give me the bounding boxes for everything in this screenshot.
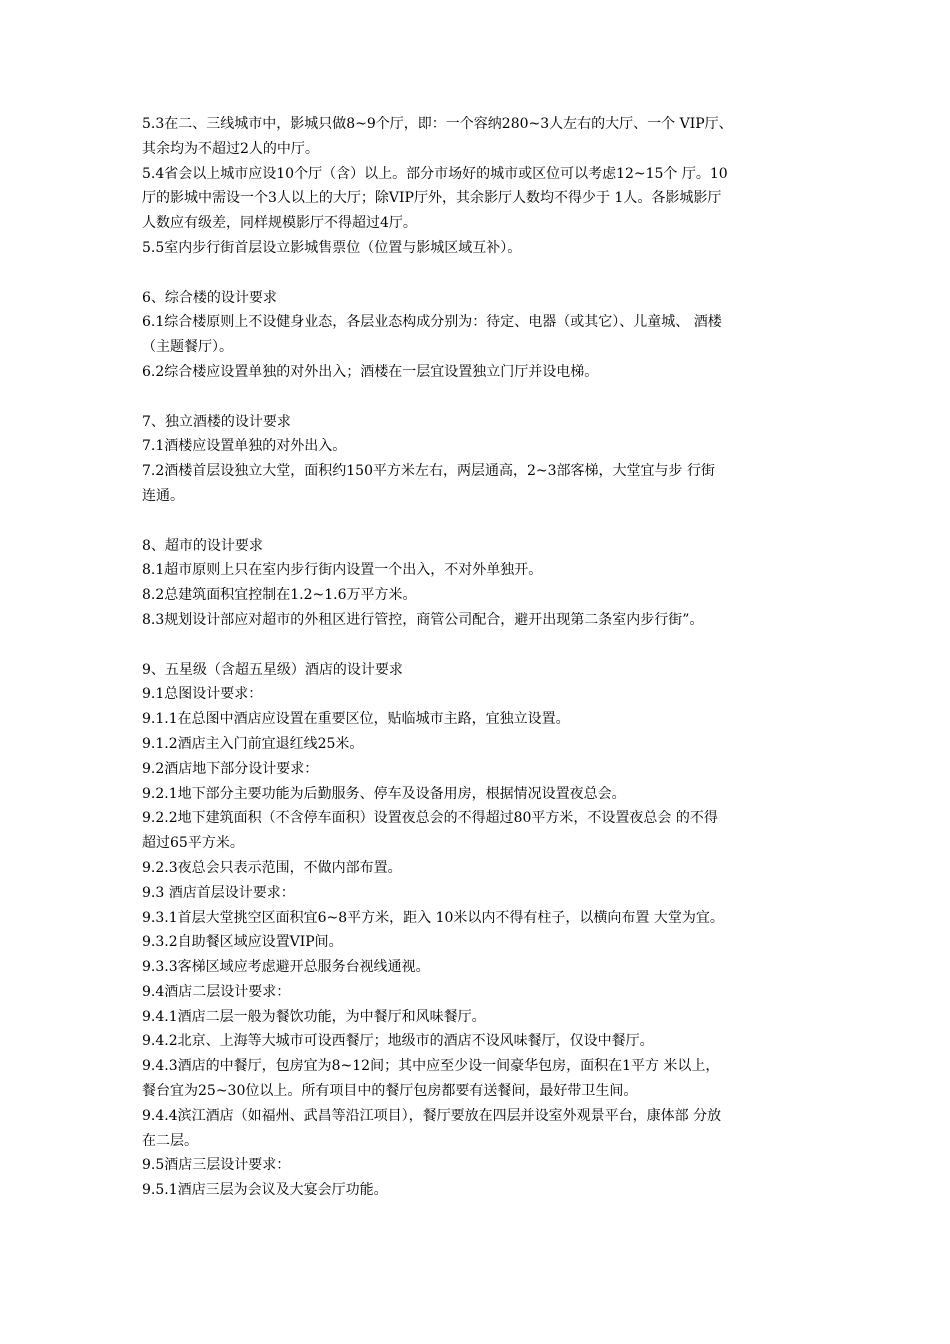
text-line: 9.2.2地下建筑面积（不含停车面积）设置夜总会的不得超过80平方米，不设置夜总会 的不得: [142, 810, 718, 827]
text-line: 9.1.1在总图中酒店应设置在重要区位，贴临城市主路，宜独立设置。: [142, 711, 570, 728]
text-line: 6.2综合楼应设置单独的对外出入；酒楼在一层宜设置独立门厅并设电梯。: [142, 363, 599, 380]
text-line: 5.4省会以上城市应设10个厅（含）以上。部分市场好的城市或区位可以考虑12~15个 厅。10: [142, 165, 728, 182]
text-line: 9.3.1首层大堂挑空区面积宜6~8平方米，距入 10米以内不得有柱子，以横向布置 大堂为宜。: [142, 909, 724, 926]
text-line: 9.4.4滨江酒店（如福州、武昌等沿江项目），餐厅要放在四层并设室外观景平台，康体部 分放: [142, 1107, 722, 1124]
text-line: 5.5室内步行街首层设立影城售票位（位置与影城区域互补）。: [142, 239, 522, 256]
text-line: 9.2酒店地下部分设计要求：: [142, 760, 319, 777]
text-line: 9.4.3酒店的中餐厅，包房宜为8~12间；其中应至少设一间豪华包房，面积在1平方 米以上，: [142, 1058, 720, 1075]
text-line: 厅的影城中需设一个3人以上的大厅；除VIP厅外，其余影厅人数均不得少于 1人。各影城影厅: [142, 190, 722, 207]
blank-line: [142, 633, 832, 658]
text-line: 9.5酒店三层设计要求：: [142, 1157, 291, 1174]
text-line: 9.3.3客梯区域应考虑避开总服务台视线通视。: [142, 959, 430, 976]
text-line: 6、综合楼的设计要求: [142, 289, 277, 306]
text-line: 6.1综合楼原则上不设健身业态，各层业态构成分别为：待定、电器（或其它）、儿童城、 酒楼: [142, 314, 722, 331]
text-line: 8.3规划设计部应对超市的外租区进行管控，商管公司配合，避开出现第二条室内步行街”。: [142, 611, 704, 628]
text-line: 9.2.3夜总会只表示范围，不做内部布置。: [142, 859, 402, 876]
text-line: 9.4酒店二层设计要求：: [142, 983, 291, 1000]
text-line: （主题餐厅）。: [142, 339, 233, 356]
text-line: 7.2酒楼首层设独立大堂，面积约150平方米左右，两层通高，2~3部客梯，大堂宜与步 行街: [142, 463, 715, 480]
text-line: 7.1酒楼应设置单独的对外出入。: [142, 438, 347, 455]
text-line: 9.4.1酒店二层一般为餐饮功能，为中餐厅和风味餐厅。: [142, 1008, 486, 1025]
document-body: [142, 112, 832, 1203]
blank-line: [142, 385, 832, 410]
text-line: 7、独立酒楼的设计要求: [142, 413, 291, 430]
text-line: 9.3.2自助餐区域应设置VIP间。: [142, 934, 343, 951]
text-line: 9.3 酒店首层设计要求：: [142, 884, 295, 901]
blank-line: [142, 509, 832, 534]
text-line: 8.2总建筑面积宜控制在1.2~1.6万平方米。: [142, 587, 417, 604]
text-line: 9、五星级（含超五星级）酒店的设计要求: [142, 661, 403, 678]
text-line: 人数应有级差，同样规模影厅不得超过4厅。: [142, 215, 417, 232]
text-line: 5.3在二、三线城市中，影城只做8~9个厅，即：一个容纳280~3人左右的大厅、一个 VIP厅、: [142, 116, 733, 132]
text-line: 连通。: [142, 487, 184, 504]
blank-line: [142, 261, 832, 286]
text-line: 餐台宜为25~30位以上。所有项目中的餐厅包房都要有送餐间，最好带卫生间。: [142, 1083, 638, 1100]
text-line: 8.1超市原则上只在室内步行街内设置一个出入，不对外单独开。: [142, 562, 543, 579]
text-line: 9.1.2酒店主入门前宜退红线25米。: [142, 735, 364, 752]
text-line: 9.2.1地下部分主要功能为后勤服务、停车及设备用房，根据情况设置夜总会。: [142, 785, 626, 802]
text-line: 在二层。: [142, 1132, 198, 1149]
text-line: 超过65平方米。: [142, 835, 244, 852]
text-line: 其余均为不超过2人的中厅。: [142, 140, 319, 157]
text-line: 9.4.2北京、上海等大城市可设西餐厅；地级市的酒店不设风味餐厅，仅设中餐厅。: [142, 1033, 654, 1050]
text-line: 9.5.1酒店三层为会议及大宴会厅功能。: [142, 1182, 388, 1199]
text-line: 8、超市的设计要求: [142, 537, 263, 554]
text-line: 9.1总图设计要求：: [142, 686, 263, 703]
